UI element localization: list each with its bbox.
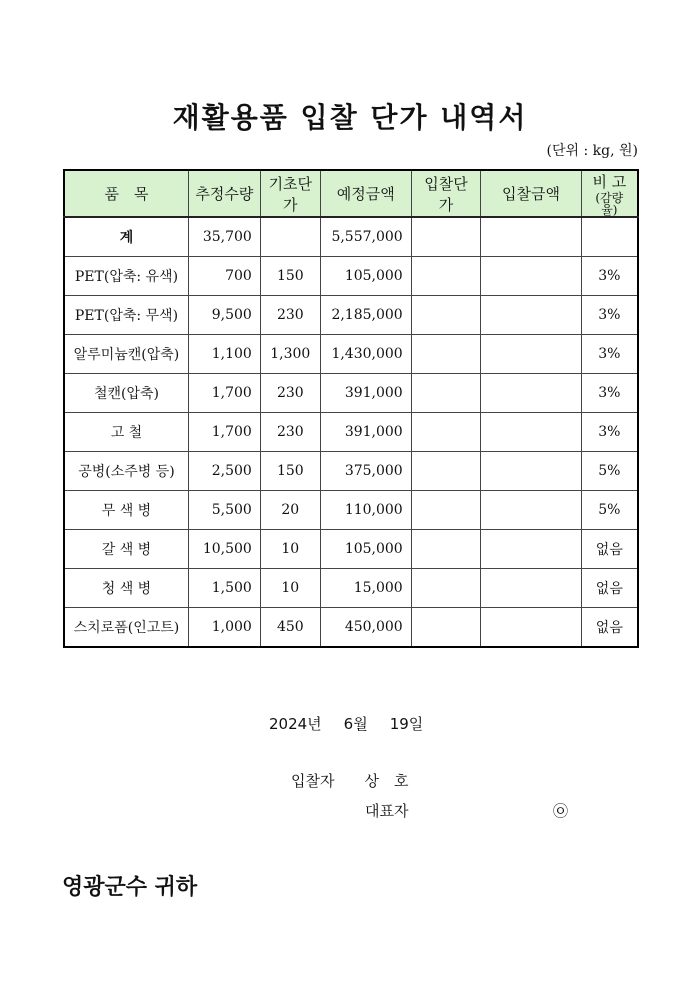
representative-label: 대표자	[365, 802, 409, 820]
cell-note: 없음	[581, 569, 638, 608]
cell-note: 3%	[581, 335, 638, 374]
table-row	[64, 608, 638, 648]
cell-bid-price[interactable]	[411, 608, 481, 648]
cell-base-price: 450	[260, 608, 320, 648]
cell-item: 알루미늄캔(압축)	[64, 335, 188, 374]
cell-est-amount: 2,185,000	[320, 296, 411, 335]
table-row	[64, 257, 638, 296]
cell-bid-amount[interactable]	[481, 257, 581, 296]
document-title: 재활용품 입찰 단가 내역서	[172, 101, 528, 134]
cell-qty: 2,500	[188, 452, 260, 491]
cell-note: 3%	[581, 296, 638, 335]
cell-bid-amount[interactable]	[481, 608, 581, 648]
cell-item: 청 색 병	[64, 569, 188, 608]
total-row	[64, 217, 638, 257]
total-qty: 35,700	[188, 217, 260, 257]
header-note	[581, 170, 638, 217]
table-row	[64, 335, 638, 374]
cell-est-amount: 1,430,000	[320, 335, 411, 374]
seal-mark: ㉧	[553, 802, 569, 820]
table-row	[64, 491, 638, 530]
total-bid-amount[interactable]	[481, 217, 581, 257]
cell-qty: 1,500	[188, 569, 260, 608]
cell-bid-price[interactable]	[411, 491, 481, 530]
date-day: 19일	[389, 715, 424, 733]
cell-qty: 1,700	[188, 413, 260, 452]
cell-qty: 1,100	[188, 335, 260, 374]
cell-qty: 5,500	[188, 491, 260, 530]
header-bid-price: 입찰단가	[411, 170, 481, 217]
cell-note: 5%	[581, 452, 638, 491]
total-note	[581, 217, 638, 257]
cell-bid-price[interactable]	[411, 335, 481, 374]
table-row	[64, 296, 638, 335]
cell-item: 무 색 병	[64, 491, 188, 530]
cell-base-price: 10	[260, 569, 320, 608]
cell-item: 스치로폼(인고트)	[64, 608, 188, 648]
cell-est-amount: 450,000	[320, 608, 411, 648]
cell-base-price: 230	[260, 296, 320, 335]
date-month: 6월	[343, 715, 368, 733]
cell-bid-price[interactable]	[411, 452, 481, 491]
cell-bid-amount[interactable]	[481, 491, 581, 530]
cell-bid-amount[interactable]	[481, 374, 581, 413]
cell-est-amount: 391,000	[320, 374, 411, 413]
cell-bid-amount[interactable]	[481, 296, 581, 335]
cell-base-price: 150	[260, 257, 320, 296]
cell-est-amount: 105,000	[320, 530, 411, 569]
cell-qty: 1,000	[188, 608, 260, 648]
date-year: 2024년	[269, 715, 322, 733]
header-item: 품 목	[64, 170, 188, 217]
cell-note: 없음	[581, 608, 638, 648]
bid-price-table	[63, 169, 639, 648]
company-label: 상 호	[364, 772, 409, 790]
cell-base-price: 230	[260, 374, 320, 413]
table-row	[64, 374, 638, 413]
cell-base-price: 20	[260, 491, 320, 530]
cell-est-amount: 375,000	[320, 452, 411, 491]
cell-item: PET(압축: 유색)	[64, 257, 188, 296]
header-bid-amount: 입찰금액	[481, 170, 581, 217]
cell-qty: 9,500	[188, 296, 260, 335]
cell-item: 고 철	[64, 413, 188, 452]
cell-item: 공병(소주병 등)	[64, 452, 188, 491]
cell-bid-price[interactable]	[411, 374, 481, 413]
unit-note: (단위 : kg, 원)	[546, 143, 638, 159]
cell-est-amount: 15,000	[320, 569, 411, 608]
cell-bid-amount[interactable]	[481, 530, 581, 569]
cell-est-amount: 105,000	[320, 257, 411, 296]
cell-bid-amount[interactable]	[481, 569, 581, 608]
cell-bid-price[interactable]	[411, 530, 481, 569]
cell-est-amount: 110,000	[320, 491, 411, 530]
cell-note: 3%	[581, 374, 638, 413]
cell-item: PET(압축: 무색)	[64, 296, 188, 335]
addressee: 영광군수 귀하	[62, 874, 198, 900]
header-note-label: 비 고	[592, 173, 627, 191]
cell-qty: 700	[188, 257, 260, 296]
cell-qty: 1,700	[188, 374, 260, 413]
table-row	[64, 569, 638, 608]
total-bid-price[interactable]	[411, 217, 481, 257]
total-amount: 5,557,000	[320, 217, 411, 257]
cell-bid-amount[interactable]	[481, 335, 581, 374]
total-label: 계	[64, 217, 188, 257]
document-date	[269, 713, 445, 734]
cell-item: 갈 색 병	[64, 530, 188, 569]
cell-note: 3%	[581, 413, 638, 452]
total-price	[260, 217, 320, 257]
table-row	[64, 413, 638, 452]
cell-base-price: 10	[260, 530, 320, 569]
cell-base-price: 1,300	[260, 335, 320, 374]
cell-bid-price[interactable]	[411, 413, 481, 452]
cell-bid-amount[interactable]	[481, 413, 581, 452]
cell-bid-price[interactable]	[411, 569, 481, 608]
table-row	[64, 530, 638, 569]
table-header-row	[64, 170, 638, 217]
cell-bid-price[interactable]	[411, 257, 481, 296]
header-note-sub: (감량율)	[595, 191, 624, 217]
header-est-amount: 예정금액	[320, 170, 411, 217]
header-base-price: 기초단가	[260, 170, 320, 217]
bidder-label: 입찰자	[291, 772, 335, 790]
cell-item: 철캔(압축)	[64, 374, 188, 413]
cell-base-price: 150	[260, 452, 320, 491]
cell-est-amount: 391,000	[320, 413, 411, 452]
cell-note: 5%	[581, 491, 638, 530]
cell-qty: 10,500	[188, 530, 260, 569]
cell-base-price: 230	[260, 413, 320, 452]
table-row	[64, 452, 638, 491]
cell-note: 없음	[581, 530, 638, 569]
bidder-line	[291, 770, 438, 791]
cell-note: 3%	[581, 257, 638, 296]
cell-bid-amount[interactable]	[481, 452, 581, 491]
header-qty: 추정수량	[188, 170, 260, 217]
cell-bid-price[interactable]	[411, 296, 481, 335]
